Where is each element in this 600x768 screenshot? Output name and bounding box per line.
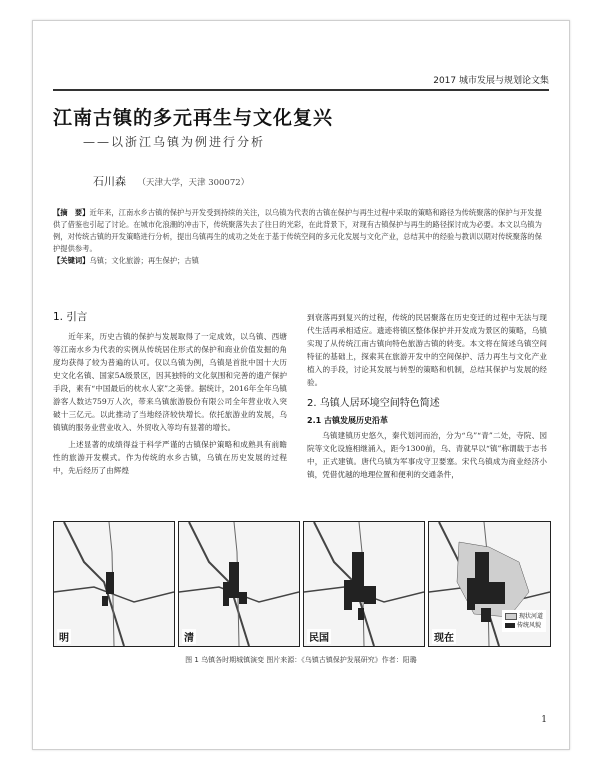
section-heading-2-1: 2.1 古镇发展历史沿革	[307, 416, 388, 425]
paragraph: 乌镇建镇历史悠久，秦代划河而治，分为“乌”“青”二处，寺院、园院等文化设施相继涌入，距今1300前，乌、青就早以“镇”称谓载于志书中，正式建镇。唐代乌镇为军事戍守卫要塞。宋代乌镇成为商业经济小镇，凭借优越的地理位置和便利的交通条件，	[307, 431, 547, 479]
legend-swatch	[505, 613, 517, 620]
author-affiliation: （天津大学，天津 300072）	[137, 178, 250, 188]
author-name: 石川森	[93, 175, 126, 188]
legend-item-existing	[505, 612, 543, 621]
page-number: 1	[541, 715, 547, 725]
left-column	[53, 311, 287, 477]
map-qing-illustration	[179, 522, 299, 646]
legend-item-modern	[505, 621, 543, 630]
legend-label: 传统风貌	[516, 622, 541, 629]
panel-label: 清	[182, 629, 196, 644]
map-minguo-illustration	[304, 522, 424, 646]
section-heading-2: 2. 乌镇人居环境空间特色简述	[307, 398, 440, 409]
map-panel-present	[428, 521, 551, 647]
keywords-text: 乌镇；文化旅游；再生保护；古镇	[89, 256, 199, 265]
running-header	[53, 73, 549, 87]
panel-label: 明	[57, 629, 71, 644]
section-heading-intro: 1. 引言	[53, 311, 88, 323]
map-panel-minguo	[303, 521, 425, 647]
map-panel-ming	[53, 521, 175, 647]
paragraph: 上述显著的成绩得益于科学严谨的古镇保护策略和成熟具有前瞻性的旅游开发模式。作为传统的水乡古镇，乌镇在历史发展的过程中，先后经历了由辉煌	[53, 440, 287, 475]
legend-label: 现状河道	[518, 613, 543, 620]
paper-page	[32, 20, 570, 750]
paper-title: 江南古镇的多元再生与文化复兴	[53, 107, 334, 129]
header-rule	[53, 89, 549, 91]
keywords-label: 【关键词】	[53, 256, 90, 265]
paragraph: 近年来，历史古镇的保护与发展取得了一定成效，以乌镇、西塘等江南水乡为代表的实例从传统居住形式的保护和商业价值发掘的角度均获得了较为普遍的认可。仅以乌镇为例，乌镇是首批中国十大历史文化名镇、国家5A级景区，因其独特的文化氛围和完善的遗产保护手段，素有“中国最后的枕水人家”之美誉。据统计，2016年全年乌镇游客人数达759万人次，带来乌镇旅游股份有限公司全年营业收入突破十三亿元。以此推动了当地经济较快增长。依托旅游业的发展，乌镇镇的服务业营业收入、外贸收入等均有显著的增长。	[53, 332, 287, 432]
right-column	[307, 311, 547, 481]
paper-subtitle: ——以浙江乌镇为例进行分析	[83, 135, 266, 149]
abstract-label: 【摘 要】	[53, 208, 90, 217]
panel-label: 现在	[432, 629, 456, 644]
figure-caption: 图 1 乌镇各时期城镇演变 图片来源：《乌镇古镇保护发展研究》作者：阳璐	[185, 656, 417, 664]
paragraph: 到衰落再到复兴的过程，传统的民居聚落在历史变迁的过程中无法与现代生活再承相适应。遗迹将镇区整体保护并开发成为景区的策略，乌镇实现了从传统江南古镇向特色旅游古镇的转变。本文将在简述乌镇空间特征的基础上，探索其在旅游开发中的空间保护、活力再生与文化产业植入的手段，讨论其发展与转型的策略和机制，总结其保护与发展的经验。	[307, 313, 547, 387]
journal-name: 2017 城市发展与规划论文集	[433, 76, 549, 86]
abstract-text: 近年来，江南水乡古镇的保护与开发受到持续的关注，以乌镇为代表的古镇在保护与再生过程中采取的策略和路径为传统聚落的保护与开发提供了借鉴也引起了讨论。在城市化浪潮的冲击下，传统聚落失去了往日的光彩，在此背景下，对现有古镇保护与再生的路径探讨成为必要。本文以乌镇为例，对传统古镇的开发策略进行分析，提出乌镇再生的成功之处在于基于传统空间的多元化发展与文化产业，总结其中的经验与教训以期对传统聚落的保护提供参考。	[53, 208, 542, 253]
legend-swatch	[505, 623, 515, 628]
map-legend	[502, 610, 546, 632]
map-ming-illustration	[54, 522, 174, 646]
abstract	[53, 207, 547, 267]
author-line	[93, 173, 249, 189]
panel-label: 民国	[307, 629, 331, 644]
map-panel-qing	[178, 521, 300, 647]
town-evolution-figure	[53, 521, 549, 645]
